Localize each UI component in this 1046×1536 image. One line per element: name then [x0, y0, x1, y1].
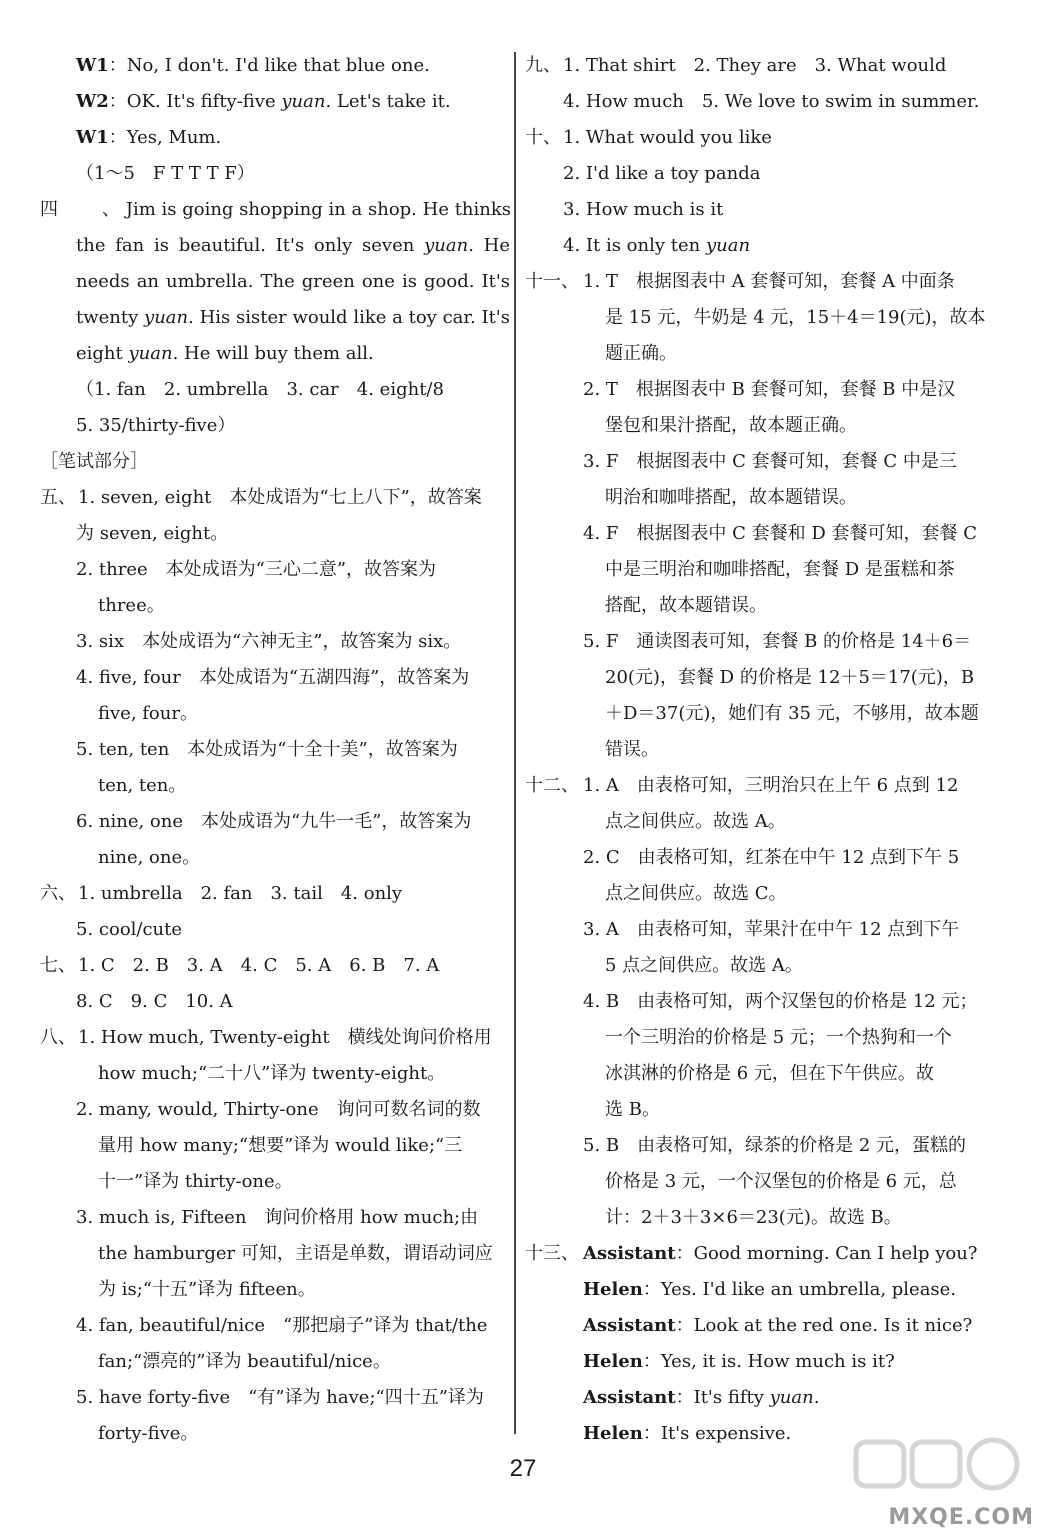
section-11-line: 3. F 根据图表中 C 套餐可知，套餐 C 中是三 — [583, 451, 957, 472]
section-11-line: ＋D＝37(元)，她们有 35 元，不够用，故本题 — [605, 703, 979, 724]
section-5-line: 4. five, four 本处成语为“五湖四海”，故答案为 — [76, 667, 470, 688]
section-12-line: 2. C 由表格可知，红茶在中午 12 点到下午 5 — [583, 847, 960, 868]
section-9-line: 4. How much 5. We love to swim in summer. — [563, 91, 980, 112]
section-5-line: three。 — [98, 595, 165, 616]
section-12-line: 价格是 3 元，一个汉堡包的价格是 6 元，总 — [605, 1171, 957, 1192]
section-13-line: 十三、 Assistant：Good morning. Can I help you? — [525, 1243, 978, 1264]
section-11-line: 错误。 — [605, 739, 659, 760]
section-8-line: the hamburger 可知，主语是单数，谓语动词应 — [98, 1243, 493, 1264]
section-5-line: ten, ten。 — [98, 775, 187, 796]
section-6-line: 5. cool/cute — [76, 919, 183, 940]
section-4-line: 四、 Jim is going shopping in a shop. He thinks — [40, 199, 512, 220]
section-5-line: five, four。 — [98, 703, 198, 724]
section-4-line: eight yuan. He will buy them all. — [76, 343, 374, 364]
section-11-line: 是 15 元，牛奶是 4 元，15＋4＝19(元)，故本 — [605, 307, 986, 328]
section-11-line: 中是三明治和咖啡搭配，套餐 D 是蛋糕和茶 — [605, 559, 955, 580]
section-8-line: 量用 how many;“想要”译为 would like;“三 — [98, 1135, 463, 1156]
section-9-line: 九、 1. That shirt 2. They are 3. What would — [525, 55, 947, 76]
section-5-line: 6. nine, one 本处成语为“九牛一毛”，故答案为 — [76, 811, 472, 832]
section-11-line: 十一、 1. T 根据图表中 A 套餐可知，套餐 A 中面条 — [525, 271, 955, 292]
section-11-line: 题正确。 — [605, 343, 677, 364]
section-12-line: 5 点之间供应。故选 A。 — [605, 955, 803, 976]
section-5-line: 五、 1. seven, eight 本处成语为“七上八下”，故答案 — [40, 487, 482, 508]
section-12-line: 计：2＋3＋3×6＝23(元)。故选 B。 — [605, 1207, 902, 1228]
section-8-line: 十一”译为 thirty-one。 — [98, 1171, 293, 1192]
section-6-line: 六、 1. umbrella 2. fan 3. tail 4. only — [40, 883, 403, 904]
dialogue-line: W1：Yes, Mum. — [76, 127, 222, 148]
section-8-line: 4. fan, beautiful/nice “那把扇子”译为 that/the — [76, 1315, 488, 1336]
section-12-line: 一个三明治的价格是 5 元；一个热狗和一个 — [605, 1027, 952, 1048]
section-5-line: 2. three 本处成语为“三心二意”，故答案为 — [76, 559, 437, 580]
section-5-line: 为 seven, eight。 — [76, 523, 229, 544]
section-12-line: 冰淇淋的价格是 6 元，但在下午供应。故 — [605, 1063, 934, 1084]
section-12-line: 点之间供应。故选 C。 — [605, 883, 787, 904]
section-11-line: 5. F 通读图表可知，套餐 B 的价格是 14＋6＝ — [583, 631, 972, 652]
section-12-line: 4. B 由表格可知，两个汉堡包的价格是 12 元； — [583, 991, 978, 1012]
answer-key: （1～5 F T T T F） — [76, 163, 255, 184]
section-8-line: how much;“二十八”译为 twenty-eight。 — [98, 1063, 446, 1084]
section-12-line: 5. B 由表格可知，绿茶的价格是 2 元，蛋糕的 — [583, 1135, 967, 1156]
section-8-line: fan;“漂亮的”译为 beautiful/nice。 — [98, 1351, 391, 1372]
section-8-line: 3. much is, Fifteen 询问价格用 how much;由 — [76, 1207, 479, 1228]
dialogue-line: W1：No, I don't. I'd like that blue one. — [76, 55, 430, 76]
column-divider — [514, 52, 516, 1434]
dialogue-line: W2：OK. It's fifty-five yuan. Let's take it. — [76, 91, 451, 112]
section-11-line: 搭配，故本题错误。 — [605, 595, 767, 616]
section-10-line: 十、 1. What would you like — [525, 127, 772, 148]
answer-key: （1. fan 2. umbrella 3. car 4. eight/8 — [76, 379, 444, 400]
section-4-line: the fan is beautiful. It's only seven yuan. He — [76, 235, 511, 256]
dialogue-line: Helen：Yes, it is. How much is it? — [583, 1351, 895, 1372]
dialogue-line: Assistant：It's fifty yuan. — [583, 1387, 820, 1408]
section-8-line: 为 is;“十五”译为 fifteen。 — [98, 1279, 316, 1300]
section-11-line: 明治和咖啡搭配，故本题错误。 — [605, 487, 857, 508]
page-number: 27 — [509, 1455, 537, 1482]
section-8-line: 5. have forty-five “有”译为 have;“四十五”译为 — [76, 1387, 484, 1408]
section-11-line: 4. F 根据图表中 C 套餐和 D 套餐可知，套餐 C — [583, 523, 977, 544]
section-8-line: 2. many, would, Thirty-one 询问可数名词的数 — [76, 1099, 481, 1120]
section-12-line: 3. A 由表格可知，苹果汁在中午 12 点到下午 — [583, 919, 960, 940]
dialogue-line: Helen：Yes. I'd like an umbrella, please. — [583, 1279, 957, 1300]
section-12-line: 选 B。 — [605, 1099, 660, 1120]
section-10-line: 2. I'd like a toy panda — [563, 163, 761, 184]
section-7-line: 七、 1. C 2. B 3. A 4. C 5. A 6. B 7. A — [40, 955, 440, 976]
section-7-line: 8. C 9. C 10. A — [76, 991, 233, 1012]
section-12-line: 十二、 1. A 由表格可知，三明治只在上午 6 点到 12 — [525, 775, 959, 796]
section-11-line: 20(元)，套餐 D 的价格是 12＋5＝17(元)，B — [605, 667, 975, 688]
section-4-line: twenty yuan. His sister would like a toy car. It's — [76, 307, 510, 328]
dialogue-line: Helen：It's expensive. — [583, 1423, 792, 1444]
section-4-line: needs an umbrella. The green one is good. It's — [76, 271, 510, 292]
section-12-line: 点之间供应。故选 A。 — [605, 811, 786, 832]
section-10-line: 4. It is only ten yuan — [563, 235, 751, 256]
section-5-line: 3. six 本处成语为“六神无主”，故答案为 six。 — [76, 631, 462, 652]
written-part-header: ［笔试部分］ — [40, 451, 148, 472]
section-11-line: 堡包和果汁搭配，故本题正确。 — [605, 415, 857, 436]
section-5-line: 5. ten, ten 本处成语为“十全十美”，故答案为 — [76, 739, 458, 760]
section-10-line: 3. How much is it — [563, 199, 724, 220]
section-8-line: forty-five。 — [98, 1423, 199, 1444]
section-5-line: nine, one。 — [98, 847, 201, 868]
section-8-line: 八、 1. How much, Twenty-eight 横线处询问价格用 — [40, 1027, 492, 1048]
dialogue-line: Assistant：Look at the red one. Is it nice? — [583, 1315, 973, 1336]
watermark-text: MXQE.COM — [888, 1505, 1034, 1530]
section-11-line: 2. T 根据图表中 B 套餐可知，套餐 B 中是汉 — [583, 379, 956, 400]
answer-key: 5. 35/thirty-five） — [76, 415, 236, 436]
